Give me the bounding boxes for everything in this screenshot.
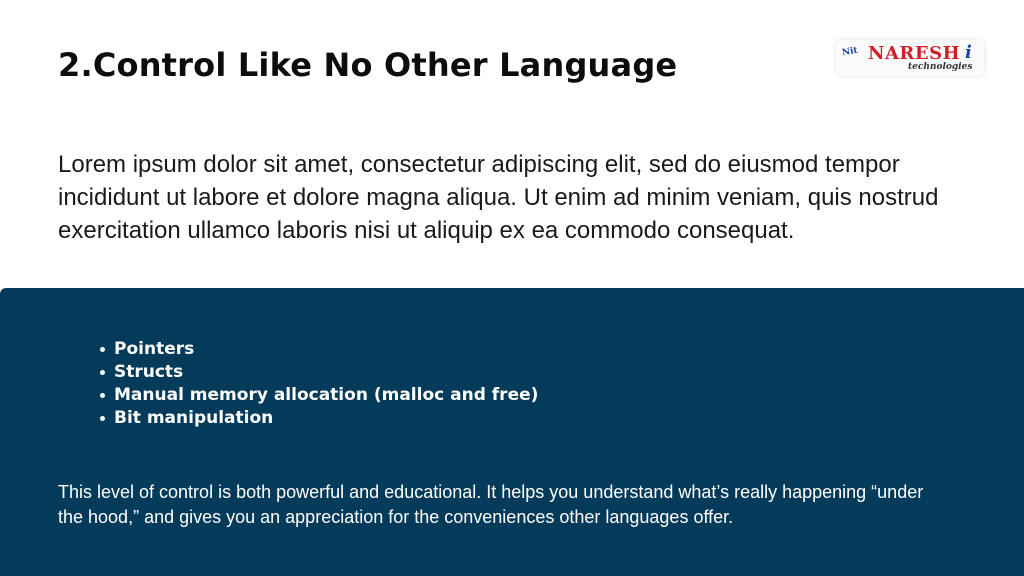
naresh-technologies-logo bbox=[836, 40, 984, 76]
list-item-bit-manipulation: Bit manipulation bbox=[98, 407, 538, 430]
logo-subtitle: technologies bbox=[908, 62, 973, 72]
logo-prefix: Nit bbox=[841, 45, 859, 59]
highlight-panel bbox=[0, 288, 1024, 576]
intro-paragraph: Lorem ipsum dolor sit amet, consectetur adipiscing elit, sed do eiusmod tempor incididunt ut labore et dolore magna aliqua. Ut enim ad minim veniam, quis nostrud exercitation ullamco laboris nisi ut aliquip ex ea commodo consequat. bbox=[58, 151, 939, 244]
list-item-pointers: Pointers bbox=[98, 338, 538, 361]
list-item-memory-allocation: Manual memory allocation (malloc and free) bbox=[98, 384, 538, 407]
feature-list bbox=[98, 338, 538, 430]
slide-title: 2.Control Like No Other Language bbox=[58, 46, 678, 84]
list-item-structs: Structs bbox=[98, 361, 538, 384]
logo-suffix: i bbox=[965, 42, 972, 63]
closing-paragraph: This level of control is both powerful and educational. It helps you understand what’s really happening “under the hood,” and gives you an appreciation for the conveniences other languages offer. bbox=[58, 482, 924, 527]
logo-name: NARESH bbox=[868, 43, 961, 64]
